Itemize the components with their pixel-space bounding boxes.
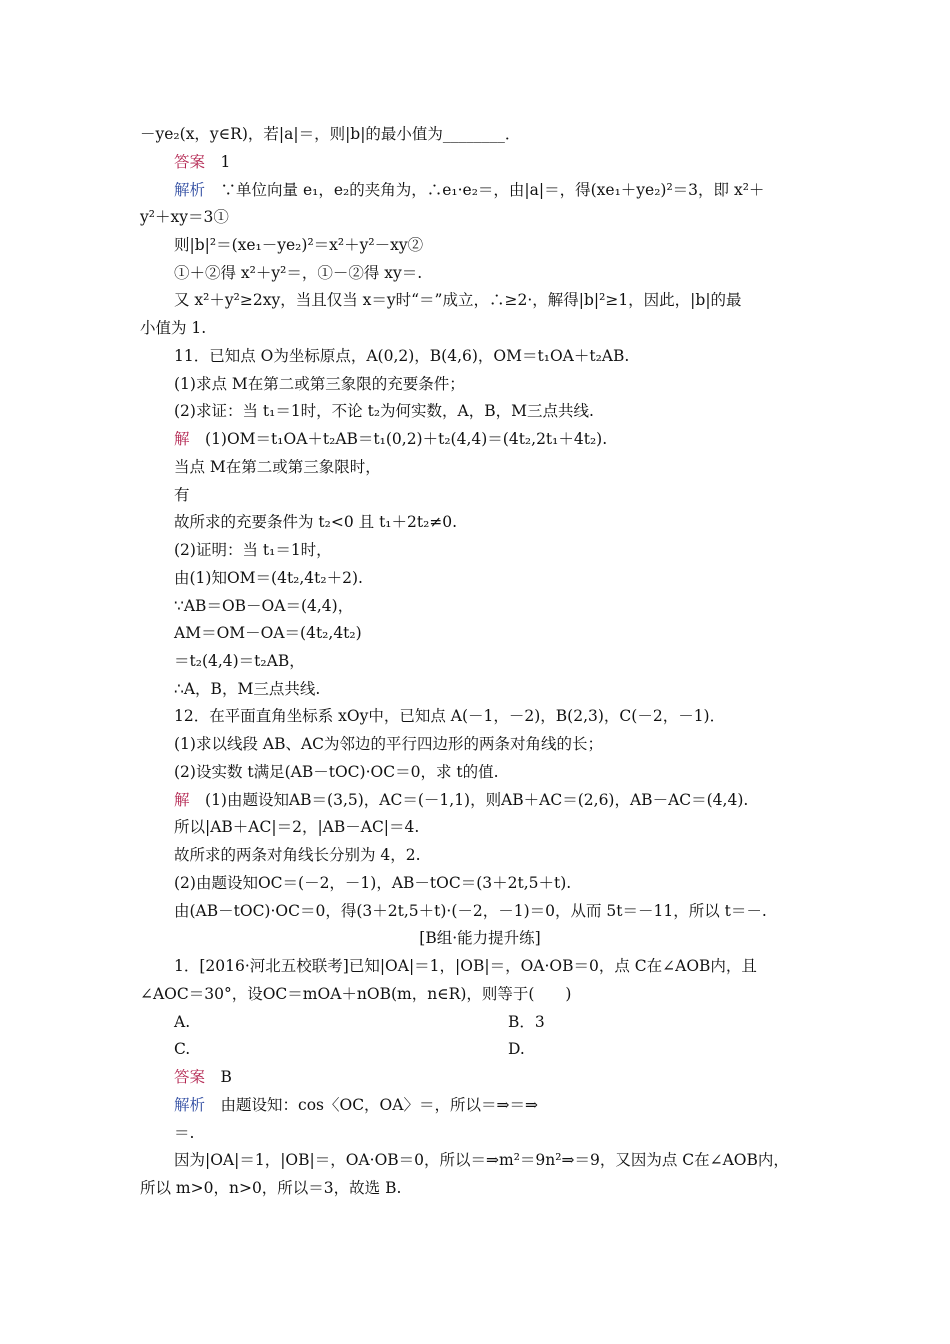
text-line: ∵AB＝OB－OA＝(4,4)， (174, 597, 354, 615)
text-line: (2)证明：当 t₁＝1时， (174, 541, 332, 559)
text-line: 由(AB－tOC)·OC＝0，得(3＋2t,5＋t)·(－2，－1)＝0，从而 5t＝－11，所以 t＝－. (174, 902, 767, 920)
solution-label: 解 (174, 791, 190, 809)
option-row (174, 1012, 820, 1032)
analysis-line: 解析 由题设知：cos〈OC，OA〉＝，所以＝⇒＝⇒ (174, 1096, 538, 1114)
text-line: 故所求的两条对角线长分别为 4，2. (174, 846, 421, 864)
text-line: (1)求以线段 AB、AC为邻边的平行四边形的两条对角线的长； (174, 735, 604, 753)
text-line: 故所求的充要条件为 t₂<0 且 t₁＋2t₂≠0. (174, 513, 458, 531)
answer-line: 答案 1 (174, 153, 231, 171)
text-line: 当点 M在第二或第三象限时， (174, 458, 381, 476)
text-line: ＝. (174, 1124, 195, 1142)
text-line: 又 x²＋y²≥2xy，当且仅当 x＝y时“＝”成立，∴≥2·，解得|b|²≥1，因此，|b|的最 (174, 291, 742, 309)
option-a: A. (174, 1013, 191, 1031)
text-line: (2)由题设知OC＝(－2，－1)，AB－tOC＝(3＋2t,5＋t). (174, 874, 572, 892)
answer-line: 答案 B (174, 1068, 232, 1086)
text-line: 有 (174, 486, 190, 504)
text-line: (2)求证：当 t₁＝1时，不论 t₂为何实数，A，B，M三点共线. (174, 402, 594, 420)
solution-line: 解 (1)OM＝t₁OA＋t₂AB＝t₁(0,2)＋t₂(4,4)＝(4t₂,2t₁＋4t₂). (174, 430, 608, 448)
text-line: y²＋xy＝3① (140, 208, 229, 226)
problem-12-title: 12．在平面直角坐标系 xOy中，已知点 A(－1，－2)，B(2,3)，C(－2，－1)． (174, 707, 726, 725)
text-line: ∴A，B，M三点共线. (174, 680, 321, 698)
option-d: D. (508, 1040, 525, 1058)
analysis-line: 解析 ∵单位向量 e₁，e₂的夹角为，∴e₁·e₂＝，由|a|＝，得(xe₁＋ye₂)²＝3，即 x²＋ (174, 181, 765, 199)
text-line: ＝t₂(4,4)＝t₂AB， (174, 652, 305, 670)
answer-label: 答案 (174, 153, 206, 171)
text-line: －ye₂(x，y∈R)，若|a|＝，则|b|的最小值为________． (140, 125, 521, 143)
text-line: (1)求点 M在第二或第三象限的充要条件； (174, 375, 465, 393)
problem-b1-title: 1．[2016·河北五校联考]已知|OA|＝1，|OB|＝，OA·OB＝0，点 C在∠AOB内，且 (174, 957, 757, 975)
text-line: ①＋②得 x²＋y²＝，①－②得 xy＝. (174, 264, 423, 282)
text-line: 所以 m>0，n>0，所以＝3，故选 B. (140, 1179, 402, 1197)
solution-label: 解 (174, 430, 190, 448)
text-line: ∠AOC＝30°，设OC＝mOA＋nOB(m，n∈R)，则等于( ) (140, 985, 572, 1003)
text-line: 由(1)知OM＝(4t₂,4t₂＋2). (174, 569, 363, 587)
option-b: B．3 (508, 1013, 545, 1031)
solution-line: 解 (1)由题设知AB＝(3,5)，AC＝(－1,1)，则AB＋AC＝(2,6)，AB－AC＝(4,4). (174, 791, 749, 809)
text-line: 所以|AB＋AC|＝2，|AB－AC|＝4. (174, 818, 420, 836)
answer-label: 答案 (174, 1068, 206, 1086)
option-c: C. (174, 1040, 191, 1058)
analysis-label: 解析 (174, 1096, 206, 1114)
text-line: 因为|OA|＝1，|OB|＝，OA·OB＝0，所以＝⇒m²＝9n²⇒＝9，又因为点 C在∠AOB内， (174, 1151, 789, 1169)
text-line: 则|b|²＝(xe₁－ye₂)²＝x²＋y²－xy② (174, 236, 424, 254)
text-line: AM＝OM－OA＝(4t₂,4t₂) (174, 624, 362, 642)
problem-11-title: 11．已知点 O为坐标原点，A(0,2)，B(4,6)，OM＝t₁OA＋t₂AB. (174, 347, 630, 365)
section-heading: [B组·能力提升练] (419, 929, 541, 947)
analysis-label: 解析 (174, 181, 206, 199)
option-row (174, 1039, 820, 1059)
text-line: 小值为 1. (140, 319, 207, 337)
text-line: (2)设实数 t满足(AB－tOC)·OC＝0，求 t的值. (174, 763, 499, 781)
